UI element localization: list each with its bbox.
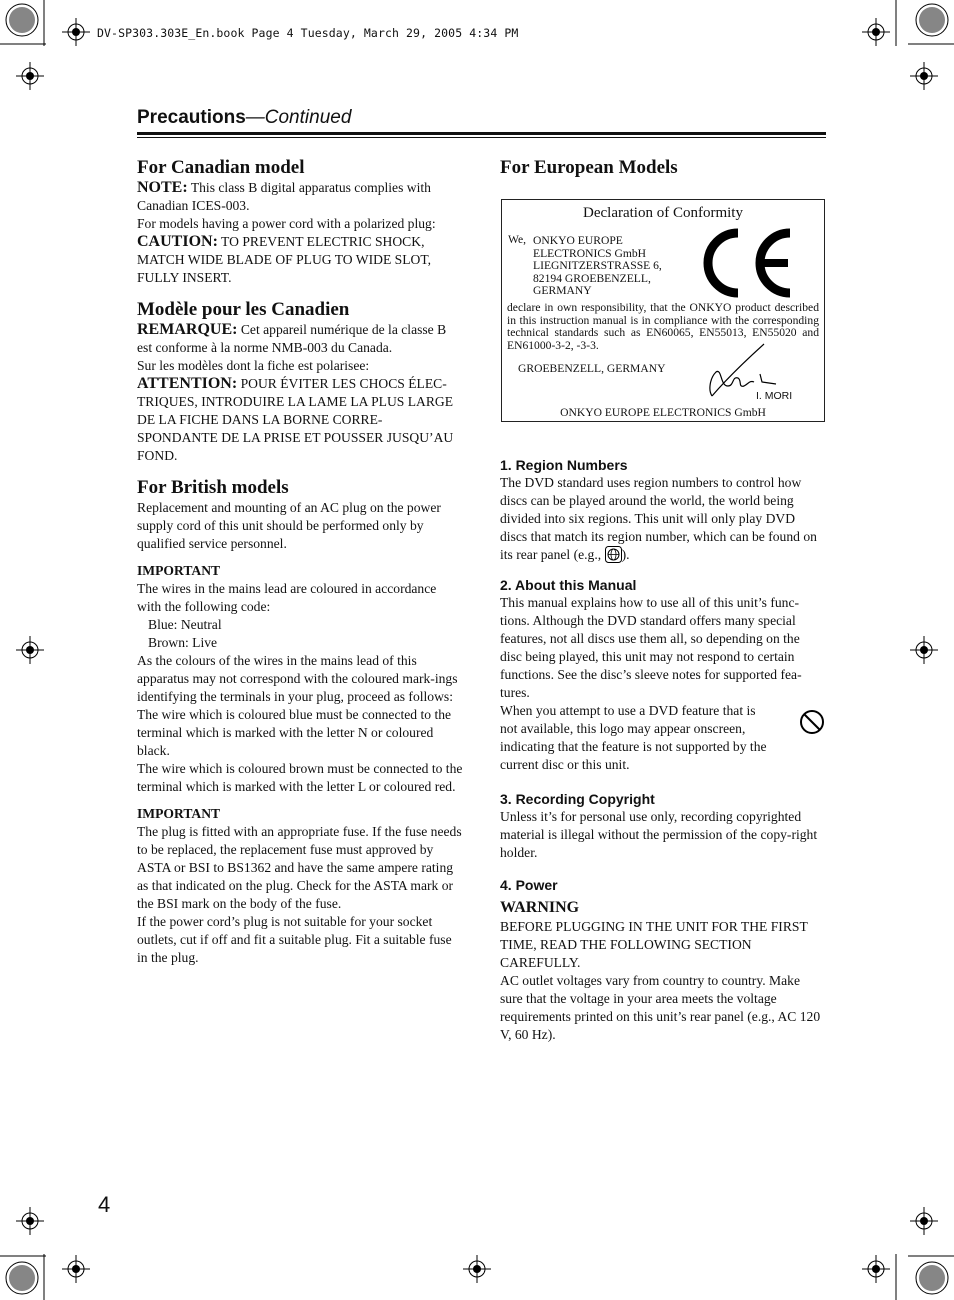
wires-intro: The wires in the mains lead are coloured in accordance with the following code: <box>137 581 437 614</box>
warning-label: WARNING <box>500 899 580 916</box>
header-rule <box>137 132 826 135</box>
british-intro: Replacement and mounting of an AC plug on the power supply cord of this unit should be performed only by qualified service personnel. <box>137 500 441 551</box>
important-1: IMPORTANT <box>137 563 221 578</box>
attention <box>137 375 463 465</box>
note-text: This class B digital apparatus complies with Canadian ICES-003. <box>137 180 431 213</box>
place-text: GROEBENZELL, GERMANY <box>518 362 666 375</box>
remarque-label: REMARQUE: <box>137 321 238 338</box>
manual-text: This manual explains how to use all of this unit’s func-tions. Although the DVD standard offers many special features, not all discs use them all, so depending on the disc being played, this unit may not respond to certain functions. See the disc’s sleeve notes for supported fea-tures. <box>500 595 802 700</box>
attention-label: ATTENTION: <box>137 375 238 392</box>
region-text-end: ). <box>621 547 630 562</box>
canadian-heading: For Canadian model <box>137 157 305 178</box>
prohibited-logo-block <box>500 702 825 774</box>
caution-label: CAUTION: <box>137 233 218 250</box>
address-line: ELECTRONICS GmbH <box>533 246 647 260</box>
brown-wire-text: The wire which is coloured brown must be connected to the terminal which is marked with the letter L or coloured red. <box>137 761 463 794</box>
running-head-continued: —Continued <box>245 107 352 128</box>
important-2: IMPORTANT <box>137 806 221 821</box>
running-head-title: Precautions <box>137 107 246 128</box>
running-head <box>137 107 351 129</box>
remarque-text: Cet appareil numérique de la classe B est conforme à la norme NMB-003 du Canada. <box>137 322 447 355</box>
header-rule-thin <box>137 137 826 138</box>
power-text: AC outlet voltages vary from country to country. Make sure that the voltage in your area meets the voltage requirements printed on this unit’s rear panel (e.g., AC 120 V, 60 Hz). <box>500 973 821 1042</box>
attention-text: POUR ÉVITER LES CHOCS ÉLEC-TRIQUES, INTRODUIRE LA LAME LA PLUS LARGE DE LA FICHE DANS LA BORNE CORRE-SPONDANTE DE LA PRISE ET POUSSER JUSQU’AU FOND. <box>137 376 454 463</box>
declaration-box <box>501 199 825 422</box>
european-heading: For European Models <box>500 157 678 178</box>
british-heading: For British models <box>137 477 289 498</box>
signer-name: I. MORI <box>756 390 793 402</box>
canadien-heading: Modèle pour les Canadien <box>137 299 350 320</box>
left-column <box>137 157 463 967</box>
region-heading: 1. Region Numbers <box>500 457 628 473</box>
right-column <box>500 456 825 1044</box>
ce-mark-logo <box>694 223 798 303</box>
blue-wire-text: The wire which is coloured blue must be connected to the terminal which is marked with the letter N or coloured black. <box>137 707 452 758</box>
we-label: We, <box>508 233 527 246</box>
canadian-caution <box>137 233 463 287</box>
copyright-heading: 3. Recording Copyright <box>500 791 655 807</box>
region-text <box>500 474 825 564</box>
canadian-note <box>137 179 463 215</box>
region-globe-icon <box>605 546 622 563</box>
address-line: GERMANY <box>533 284 592 298</box>
copyright-text: Unless it’s for personal use only, recording copyrighted material is illegal without the permission of the copy-right holder. <box>500 809 818 860</box>
warning-caps-text: BEFORE PLUGGING IN THE UNIT FOR THE FIRST TIME, READ THE FOLLOWING SECTION CAREFULLY. <box>500 919 808 970</box>
caution-text: TO PREVENT ELECTRIC SHOCK, MATCH WIDE BLADE OF PLUG TO WIDE SLOT, FULLY INSERT. <box>137 234 432 285</box>
book-info-line: DV-SP303.303E_En.book Page 4 Tuesday, March 29, 2005 4:34 PM <box>97 26 519 40</box>
blue-neutral: Blue: Neutral <box>148 617 222 632</box>
region-body: The DVD standard uses region numbers to control how discs can be played around the world, the world being divided into six regions. This unit will only play DVD discs that match its region number, which can be found on its rear panel (e.g., <box>500 475 817 562</box>
modeles-text: Sur les modèles dont la fiche est polarisee: <box>137 358 370 373</box>
brown-live: Brown: Live <box>148 635 218 650</box>
unsuitable-text: If the power cord’s plug is not suitable for your socket outlets, cut if off and fit a suitable plug. Fit a suitable fuse in the plug. <box>137 914 452 965</box>
note-label: NOTE: <box>137 179 188 196</box>
fuse-text: The plug is fitted with an appropriate fuse. If the fuse needs to be replaced, the replacement fuse must approved by ASTA or BSI to BS1362 and have the same ampere rating as that indicated on the plug. Check for the ASTA mark or the BSI mark on the body of the fuse. <box>137 824 462 911</box>
declare-text: declare in own responsibility, that the ONKYO product described in this instruction manual is in compliance with the corresponding technical standards such as EN60065, EN55013, EN55020 and EN61000-3-2, -3-3. <box>507 301 819 352</box>
power-heading: 4. Power <box>500 877 558 893</box>
remarque <box>137 321 463 357</box>
company-name: ONKYO EUROPE ELECTRONICS GmbH <box>560 406 766 419</box>
colours-text: As the colours of the wires in the mains lead of this apparatus may not correspond with the coloured mark-ings identifying the terminals in your plug, proceed as follows: <box>137 653 458 704</box>
logo-text: When you attempt to use a DVD feature that is not available, this logo may appear onscreen, indicating that the feature is not supported by the current disc or this unit. <box>500 703 767 772</box>
manual-heading: 2. About this Manual <box>500 577 637 593</box>
address-block <box>533 235 662 298</box>
address-line: 82194 GROEBENZELL, <box>533 271 651 285</box>
address-line: ONKYO EUROPE <box>533 234 623 247</box>
declaration-title: Declaration of Conformity <box>583 205 743 221</box>
polarized-plug-text: For models having a power cord with a polarized plug: <box>137 216 436 231</box>
page-number: 4 <box>98 1192 111 1217</box>
address-line: LIEGNITZERSTRASSE 6, <box>533 259 662 273</box>
prohibited-icon <box>799 709 825 735</box>
